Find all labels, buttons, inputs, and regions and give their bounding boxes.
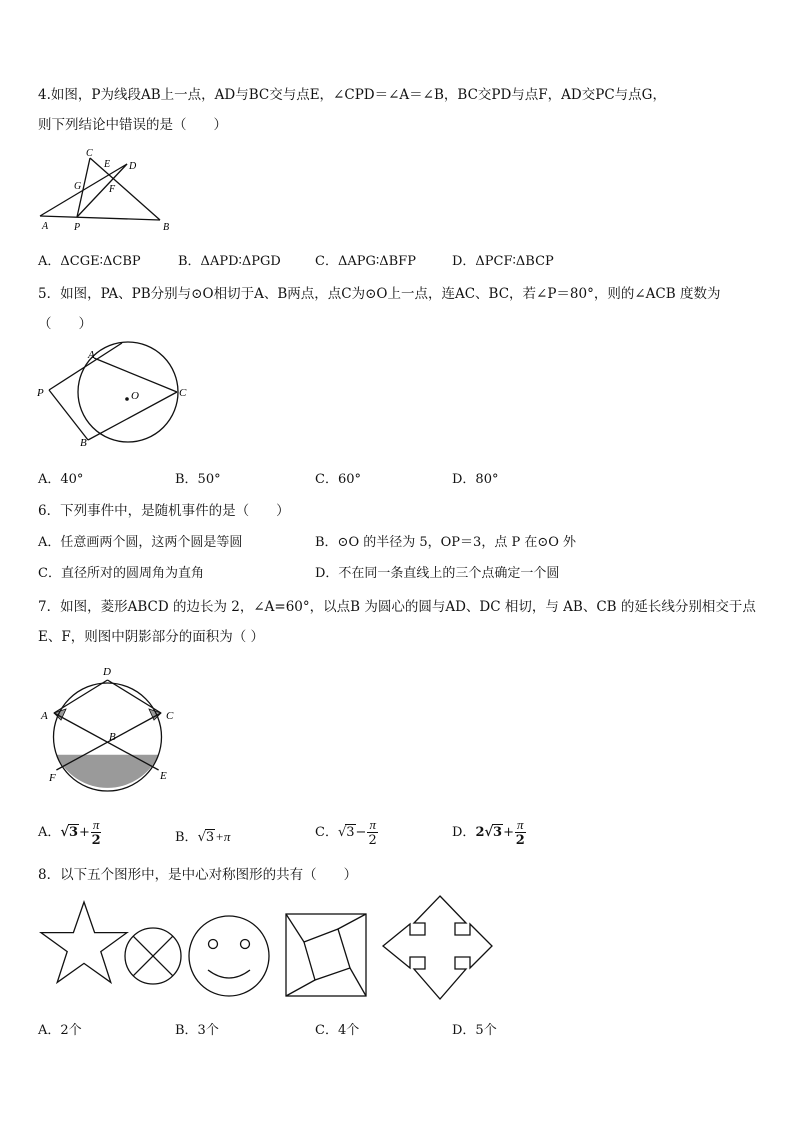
q7-side-ad [54, 680, 108, 713]
star-figure-icon [41, 902, 127, 982]
q8-option-b: B．3个 [175, 1023, 219, 1038]
q4-stem-line2: 则下列结论中错误的是（ ） [38, 117, 227, 133]
q8-stem-line1: 8．以下五个图形中，是中心对称图形的共有（ ） [38, 867, 358, 883]
q4-label-f: F [109, 184, 116, 195]
circle-with-x-icon [125, 928, 181, 984]
q7-option-b: B．√3+π [175, 829, 231, 845]
q7-label-a: A [41, 710, 48, 722]
q4-label-b: B [163, 222, 170, 233]
q4-stem-line1: 4.如图，P为线段AB上一点，AD与BC交与点E，∠CPD＝∠A＝∠B，BC交PD与点F，AD交PC与点G， [38, 87, 666, 103]
q7-stem-line2: E、F，则图中阴影部分的面积为（ ） [38, 629, 265, 645]
q8-figures [36, 892, 506, 1007]
q4-segment-ab [40, 216, 160, 220]
q6-option-c: C．直径所对的圆周角为直角 [38, 566, 204, 581]
q7-stem-line1: 7．如图，菱形ABCD 的边长为 2，∠A=60°，以点B 为圆心的圆与AD、DC 相切，与 AB、CB 的延长线分别相交于点 [38, 599, 756, 615]
q7-option-d: D．2√3+ $\frac{\pi}{2}$ [452, 817, 525, 848]
q5-chord-ac [94, 358, 177, 392]
q5-stem-line1: 5．如图，PA、PB分别与⊙O相切于A、B两点，点C为⊙O上一点，连AC、BC，若∠P＝80°，则的∠ACB 度数为 [38, 286, 721, 302]
q4-label-p: P [74, 222, 81, 233]
q5-option-a: A．40° [38, 472, 84, 487]
q7-option-c: C．√3− $\frac{\pi}{2}$ [315, 817, 377, 848]
q8-option-d: D．5个 [452, 1023, 497, 1038]
q5-tangent-pb [49, 390, 88, 440]
q4-label-e: E [104, 159, 111, 170]
q5-figure [30, 338, 200, 453]
q4-figure [30, 142, 180, 234]
q5-label-o: O [131, 390, 139, 402]
q5-stem-line2: （ ） [38, 316, 92, 332]
q6-option-d: D．不在同一条直线上的三个点确定一个圆 [315, 566, 560, 581]
q5-option-b: B．50° [175, 472, 221, 487]
q7-option-a: A．√3+ $\frac{\pi}{2}$ [38, 817, 101, 848]
q6-option-b: B．⊙O 的半径为 5，OP＝3，点 P 在⊙O 外 [315, 535, 577, 550]
q4-label-g: G [74, 181, 82, 192]
q4-segment-bc [90, 158, 160, 220]
q4-label-c: C [86, 148, 93, 159]
smiley-face-icon [189, 916, 269, 996]
q5-label-b: B [80, 437, 87, 449]
q7-label-b: B [109, 731, 116, 743]
q5-label-a: A [88, 349, 95, 361]
q5-center-dot [125, 397, 129, 401]
q8-option-c: C．4个 [315, 1023, 360, 1038]
q5-option-d: D．80° [452, 472, 499, 487]
q5-label-c: C [179, 387, 187, 399]
q7-label-f: F [49, 772, 56, 784]
q7-label-e: E [160, 770, 167, 782]
q4-option-d: D．ΔPCF∶ΔBCP [452, 254, 554, 269]
q5-label-p: P [37, 387, 44, 399]
q4-label-a: A [42, 221, 49, 232]
q7-label-c: C [166, 710, 174, 722]
square-pinwheel-icon [286, 914, 366, 996]
q6-option-a: A．任意画两个圆，这两个圆是等圆 [38, 535, 243, 550]
q7-side-dc [108, 680, 162, 713]
q5-option-c: C．60° [315, 472, 361, 487]
q4-segment-pd [77, 164, 127, 217]
q7-label-d: D [103, 666, 111, 678]
q4-option-b: B．ΔAPD∶ΔPGD [178, 254, 281, 269]
q5-tangent-pa [49, 343, 122, 390]
q8-option-a: A．2个 [38, 1023, 82, 1038]
q4-option-c: C．ΔAPG∶ΔBFP [315, 254, 416, 269]
q4-label-d: D [129, 161, 137, 172]
q4-option-a: A．ΔCGE∶ΔCBP [38, 254, 141, 269]
q6-stem-line1: 6．下列事件中，是随机事件的是（ ） [38, 503, 290, 519]
four-arrow-cross-icon [383, 896, 492, 999]
q7-figure [36, 660, 186, 795]
q7-shaded-sector [56, 755, 158, 788]
